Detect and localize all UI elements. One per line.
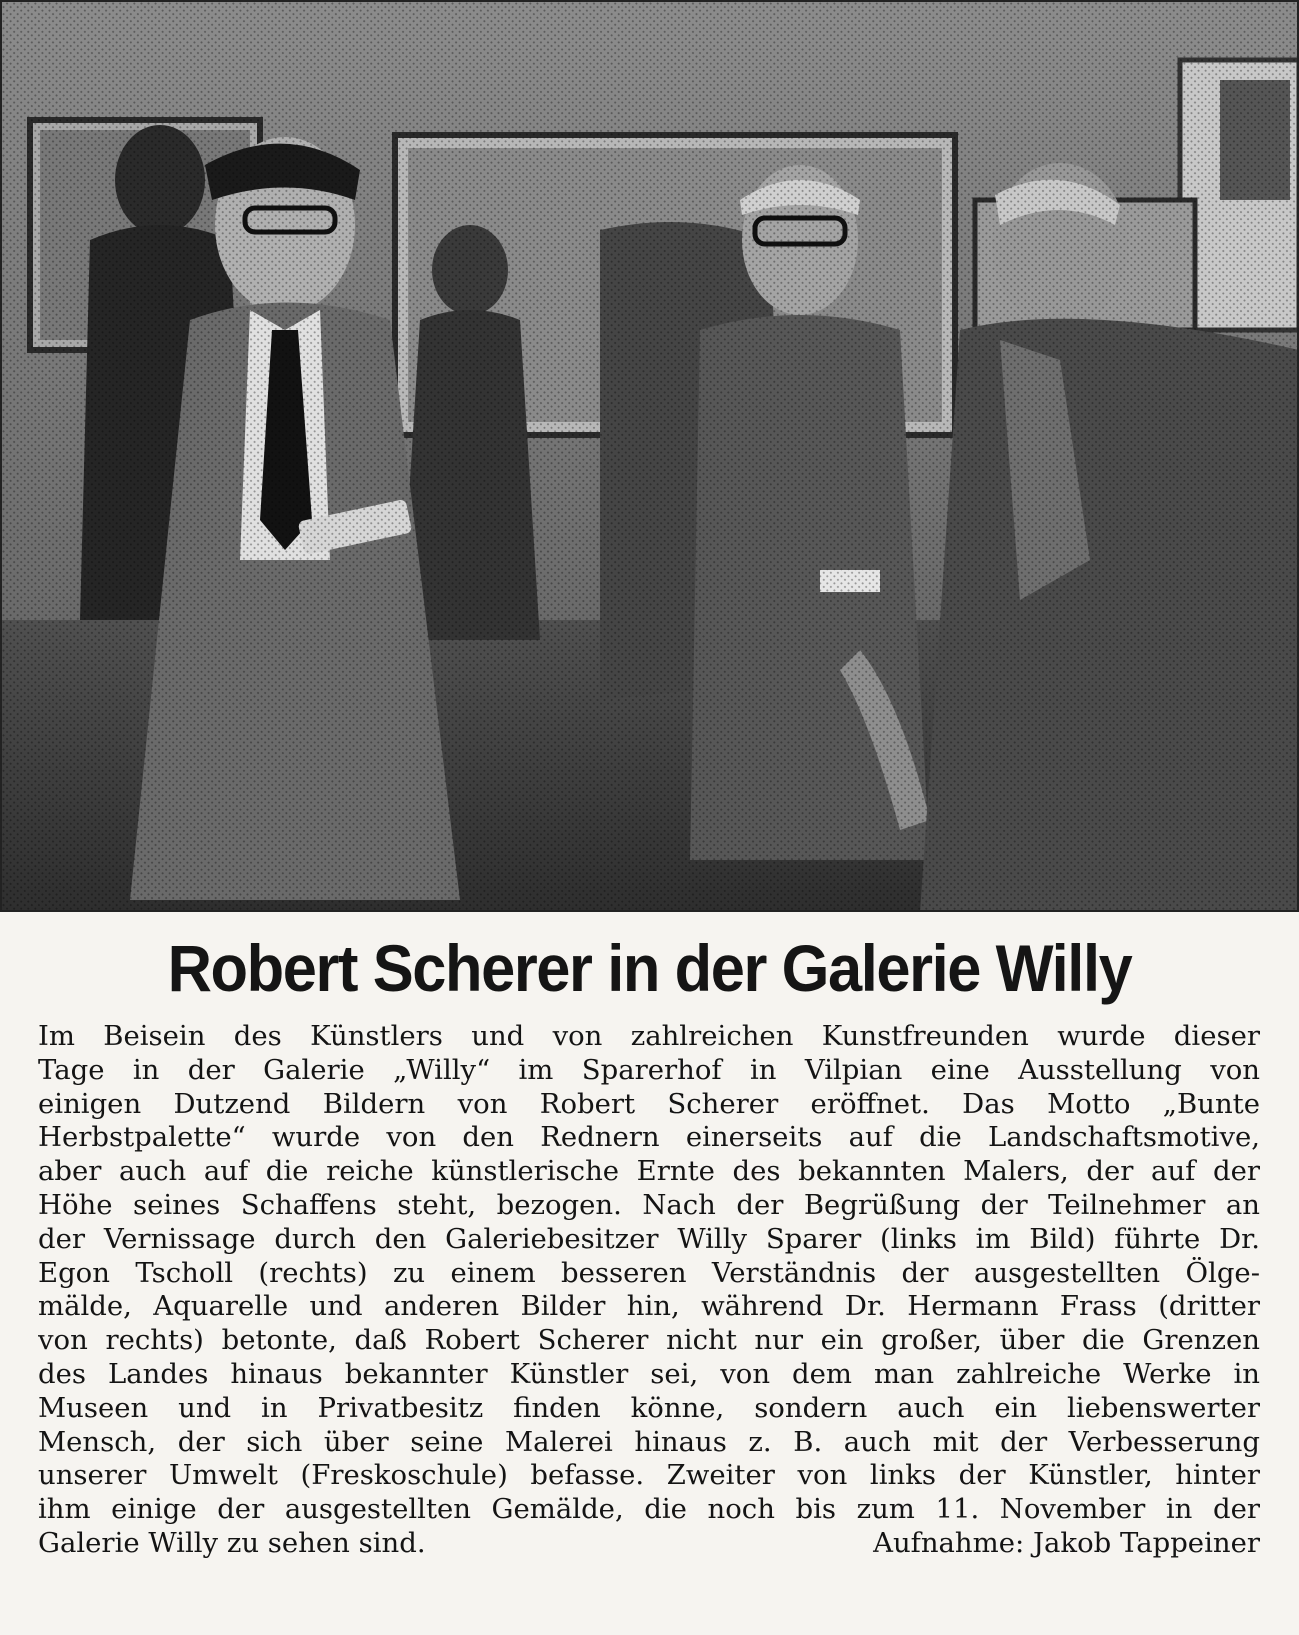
body-line: Höhe seines Schaffens steht, bezogen. Nach der Begrüßung der Teilnehmer an	[38, 1188, 1260, 1221]
body-line: Im Beisein des Künstlers und von zahlreichen Kunstfreunden wurde dieser	[38, 1020, 1260, 1052]
body-line: des Landes hinaus bekannter Künstler sei, von dem man zahlreiche Werke in	[38, 1357, 1260, 1390]
body-line: von rechts) betonte, daß Robert Scherer nicht nur ein großer, über die Grenzen	[38, 1324, 1260, 1357]
body-line: Mensch, der sich über seine Malerei hinaus z. B. auch mit der Verbesserung	[38, 1425, 1260, 1458]
body-line: Herbstpalette“ wurde von den Rednern einerseits auf die Landschaftsmotive,	[38, 1121, 1260, 1154]
body-line: Museen und in Privatbesitz finden könne, sondern auch ein liebenswerter	[38, 1391, 1260, 1424]
headline: Robert Scherer in der Galerie Willy	[167, 931, 1132, 1005]
body-line: mälde, Aquarelle und anderen Bilder hin, während Dr. Hermann Frass (dritter	[38, 1290, 1260, 1323]
body-last-line	[38, 1527, 1260, 1561]
body-line: aber auch auf die reiche künstlerische Ernte des bekannten Malers, der auf der	[38, 1155, 1260, 1188]
photo-credit: Aufnahme: Jakob Tappeiner	[873, 1526, 1260, 1559]
body-line: der Vernissage durch den Galeriebesitzer Willy Sparer (links im Bild) führte Dr.	[38, 1222, 1260, 1255]
body-line: einigen Dutzend Bildern von Robert Scherer eröffnet. Das Motto „Bunte	[38, 1087, 1260, 1120]
body-line: Tage in der Galerie „Willy“ im Sparerhof in Vilpian eine Ausstellung von	[38, 1053, 1260, 1086]
article-body	[38, 1020, 1260, 1561]
body-line: ihm einige der ausgestellten Gemälde, die noch bis zum 11. November in der	[38, 1493, 1260, 1526]
body-line: Egon Tscholl (rechts) zu einem besseren Verständnis der ausgestellten Ölge-	[38, 1256, 1260, 1289]
body-line: Galerie Willy zu sehen sind.	[38, 1526, 426, 1559]
body-line: unserer Umwelt (Freskoschule) befasse. Zweiter von links der Künstler, hinter	[38, 1459, 1260, 1492]
